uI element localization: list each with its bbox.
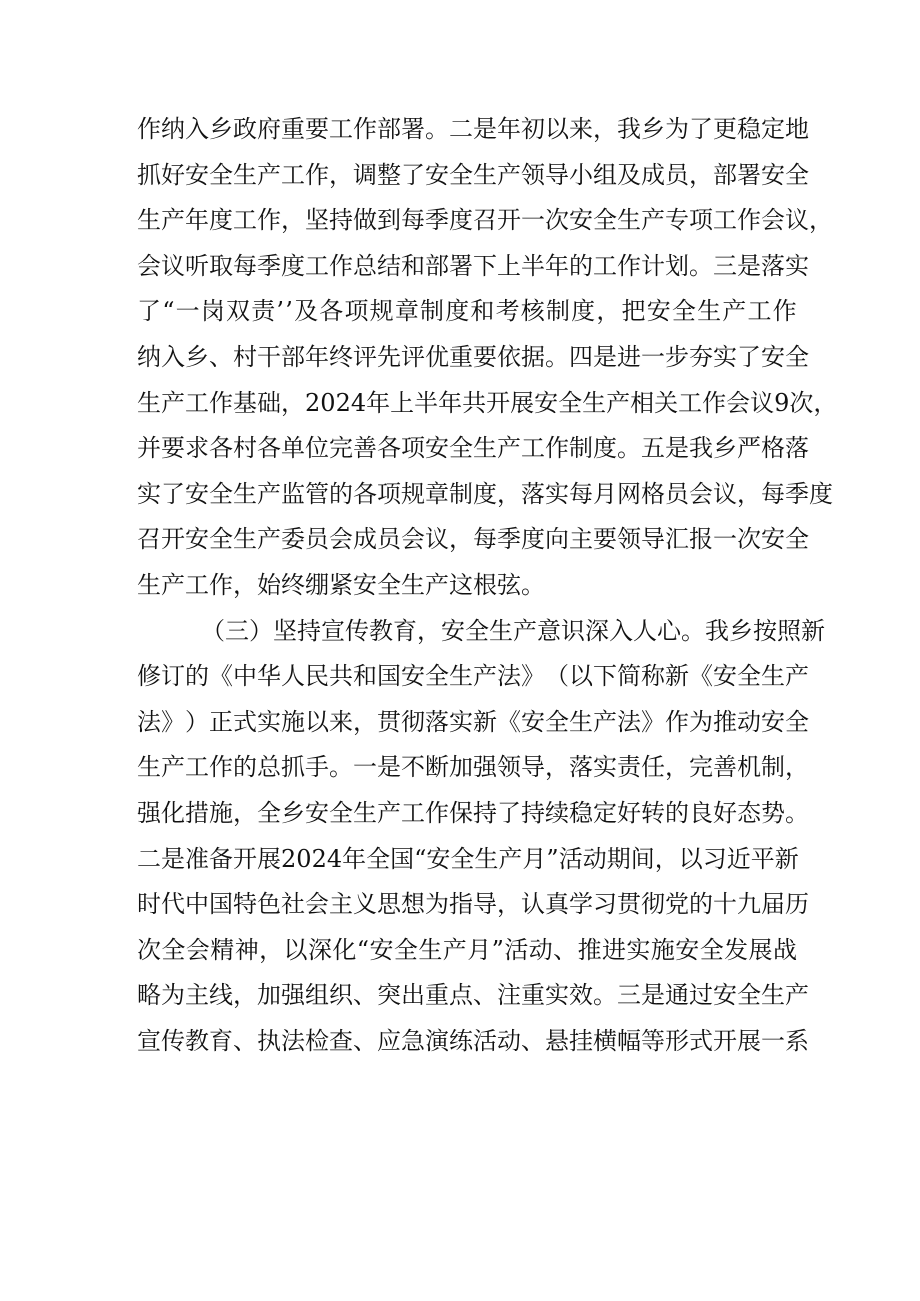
text-line: 宣 传 教 育 、 执 法 检 查 、 应 急 演 练 活 动 、 悬 挂 横 幅 等 形 式 开 展 一 系 bbox=[137, 1026, 809, 1055]
text-line: 生 产 工 作 的 总 抓 手 。 一 是 不 断 加 强 领 导 ， 落 实 责 任 ， 完 善 机 制 ， bbox=[137, 753, 809, 782]
text-line: 略 为 主 线 ， 加 强 组 织 、 突 出 重 点 、 注 重 实 效 。 三 是 通 过 安 全 生 产 bbox=[137, 981, 809, 1010]
text-line: 生 产 年 度 工 作 ， 坚 持 做 到 每 季 度 召 开 一 次 安 全 生 产 专 项 工 作 会 议 ， bbox=[137, 206, 833, 235]
text-line: 法 》 ） 正 式 实 施 以 来 ， 贯 彻 落 实 新 《 安 全 生 产 法 》 作 为 推 动 安 全 bbox=[137, 707, 809, 736]
text-line: 生 产 工 作 基 础 ， 2 0 2 4 年 上 半 年 共 开 展 安 全 生 产 相 关 工 作 会 议 9 次 ， bbox=[137, 388, 838, 417]
text-line: 纳 入 乡 、 村 干 部 年 终 评 先 评 优 重 要 依 据 。 四 是 进 一 步 夯 实 了 安 全 bbox=[137, 342, 809, 371]
text-line: 修 订 的 《 中 华 人 民 共 和 国 安 全 生 产 法 》 （ 以 下 简 称 新 《 安 全 生 产 bbox=[137, 662, 809, 691]
text-line: 二 是 准 备 开 展 2 0 2 4 年 全 国 “ 安 全 生 产 月 ” 活 动 期 间 ， 以 习 近 平 新 bbox=[137, 844, 799, 873]
text-line: 强 化 措 施 ， 全 乡 安 全 生 产 工 作 保 持 了 持 续 稳 定 好 转 的 良 好 态 势 。 bbox=[137, 798, 809, 827]
text-line: 会 议 听 取 每 季 度 工 作 总 结 和 部 署 下 上 半 年 的 工 作 计 划 。 三 是 落 实 bbox=[137, 251, 809, 280]
text-line: 抓 好 安 全 生 产 工 作 ， 调 整 了 安 全 生 产 领 导 小 组 及 成 员 ， 部 署 安 全 bbox=[137, 160, 809, 189]
paragraph-end-line: 生产工作，始终绷紧安全生产这根弦。 bbox=[137, 570, 545, 599]
text-line: 作 纳 入 乡 政 府 重 要 工 作 部 署 。 二 是 年 初 以 来 ， 我 乡 为 了 更 稳 定 地 bbox=[137, 115, 809, 143]
text-line: 实 了 安 全 生 产 监 管 的 各 项 规 章 制 度 ， 落 实 每 月 网 格 员 会 议 ， 每 季 度 bbox=[137, 479, 833, 508]
document-body bbox=[137, 107, 838, 1064]
text-line: 时 代 中 国 特 色 社 会 主 义 思 想 为 指 导 ， 认 真 学 习 贯 彻 党 的 十 九 届 历 bbox=[137, 890, 809, 919]
section-heading-line: （ 三 ） 坚 持 宣 传 教 育 ， 安 全 生 产 意 识 深 入 人 心 。 我 乡 按 照 新 bbox=[201, 616, 825, 645]
text-line: 次 全 会 精 神 ， 以 深 化 “ 安 全 生 产 月 ” 活 动 、 推 进 实 施 安 全 发 展 战 bbox=[137, 935, 797, 964]
text-line: 并 要 求 各 村 各 单 位 完 善 各 项 安 全 生 产 工 作 制 度 。 五 是 我 乡 严 格 落 bbox=[137, 434, 809, 463]
text-line: 召 开 安 全 生 产 委 员 会 成 员 会 议 ， 每 季 度 向 主 要 领 导 汇 报 一 次 安 全 bbox=[137, 525, 809, 554]
text-line: 了 “ 一 岗 双 责 ’ ’ 及 各 项 规 章 制 度 和 考 核 制 度 ， 把 安 全 生 产 工 作 bbox=[137, 297, 797, 326]
